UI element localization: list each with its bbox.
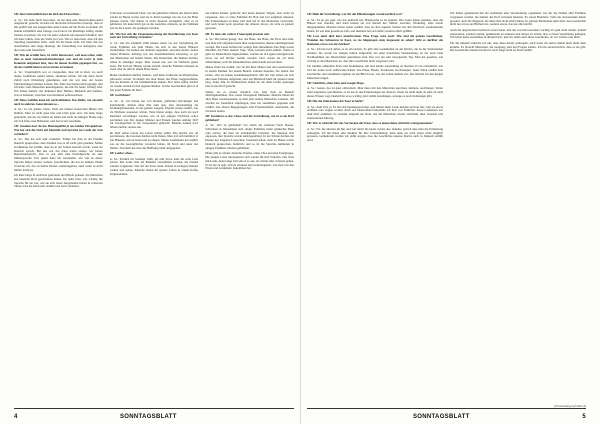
interview-answer: Ich sammle außerdem Fotos und Dokumente, um eine kleine Ausstellung zu machen. Es ist erstaunlich, wie viel die Leute noch aufbewahrt haben: alte Pässe, Briefe, Postkarten, Kochrezepte. Jedes Stück erzählt eine Geschichte, und zusammen ergeben sie ein Bild davon, wie das Leben damals war. Das möchte ich den jungen Menschen zeigen. <box>307 64 443 80</box>
footer-rule <box>14 408 294 409</box>
footer-title: SONNTAGSBLATT <box>413 414 470 420</box>
interview-answer: A. Sz.: Als das schlimm 1946 kamen schon vor der Vertreibung die ersten Familien aus dem Süden, die sich in den leeren Häusern niederließen. Sie kamen aus anderen Gegenden, sprachen anders, hatten andere Bräuche. Anfangs war das Zusammenleben schwierig, es gab viel Misstrauen auf beiden Seiten. Die Deutschen, die bleiben durften, lebten in ständiger Angst. Man wusste nie, wer als Nächstes gehen muss. Ein Teil der Häuser wurde verteilt, manche Familien mussten zu zweit oder zu dritt in einem Haus leben. <box>109 40 199 72</box>
interview-question: SB: Es muss ein wahres Trauerspiel gewesen sein. <box>205 31 270 36</box>
right-column-1 <box>307 12 443 394</box>
page-number: 4 <box>14 414 18 420</box>
interview-answer: A. Sz.: Ich bin noch dabei, es zu erforschen. Es gibt eine Gedenktafel an der Kirche, die an die Vertriebenen erinnert. Sie wurde vor einigen Jahren aufgestellt, bei einer feierlichen Veranstaltung, zu der auch viele Nachkommen aus Deutschland gekommen sind. Das war ein sehr bewegender Tag. Man hat gesehen, wie wichtig es den Menschen ist, dass ihre Geschichte nicht vergessen wird. <box>307 47 443 63</box>
interview-question: SB: Gesehen hast du das Heimatgefühl ja aus beiden Perspektiven. Wie hat sich die Sicht auf Identität und Sprache im Laufe der Zeit verändert? <box>14 124 103 136</box>
interview-answer: Auch die ungarischen Nachbarn waren dabei, und das war mir besonders wichtig. Es geht nicht darum, Schuld zuzuweisen, sondern darum, gemeinsam zu erinnern und daraus zu lernen. Nur so kann Versöhnung gelingen. Wir leben heute zusammen in diesem Dorf, und wir teilen auch diese Geschichte, ob wir wollen oder nicht. <box>450 27 586 40</box>
interview-answer: A. Sz.: Ja, ich glaube schon. Viele aus meiner Generation fühlen sich ähnlich. Man ist nicht ganz hier und nicht ganz dort. Ich habe lange gebraucht, um das als Stärke zu sehen und nicht als Mangel. Heute sage ich: Ich habe zwei Heimaten, und das ist ein Geschenk. <box>14 107 103 123</box>
interview-answer: Wir haben gemeinsam mit der Gemeinde eine Veranstaltung organisiert, bei der die Namen aller Familien vorgelesen wurden, die damals das Dorf verlassen mussten. Es waren Hunderte. Viele der Anwesenden haben geweint, auch die Jüngeren, die diese Zeit nicht erlebt haben. In solchen Momenten spürt man, dass Geschichte nicht nur etwas aus Büchern ist, sondern etwas, das uns alle betrifft. <box>450 12 586 27</box>
interview-answer: A. Sz.: Die haben gesagt, also das Haus, das Haus, die Tiere und alles, was man sich aufgebaut hatte über Generationen, musste zurückgelassen werden. Die Leute durften nur wenige Kilo mitnehmen. Die Züge waren überfüllt, die Fahrt dauerte Tage. Viele wussten nicht einmal, wohin es geht. In Deutschland angekommen, wurden sie in Lagern untergebracht, bevor sie auf Dörfer verteilt wurden. Dort waren sie oft nicht willkommen, weil die Einheimischen selbst kaum etwas hatten. <box>205 36 294 64</box>
interview-answer: Meine Tante hat erzählt, wie sie mit ihrer Mutter und den Geschwistern in einem Zimmer bei einem Bauern wohnen mussten. Sie hatten fast nichts, aber sie haben zusammengehalten. Mit der Zeit haben sie sich eine neue Existenz aufgebaut, aber das Heimweh blieb ihr ganzes Leben lang. Jedes Jahr zu Weihnachten haben sie die alten Lieder gesungen und an das Dorf gedacht. <box>205 65 294 89</box>
interview-answer: Später, als es wieder möglich war, sind viele zu Besuch zurückgekommen. Das waren bewegende Momente. Manche haben ihr altes Haus wiedergesehen, in dem jetzt andere Menschen wohnten. Oft wurden sie freundlich empfangen, man hat zusammen gegessen und erzählt. Aus diesen Begegnungen sind Freundschaften entstanden, die bis heute halten. <box>205 89 294 113</box>
left-columns <box>14 12 294 394</box>
interview-question: SB: Natürlich, ohne Alias und Google Maps. <box>307 80 365 85</box>
left-column-2 <box>110 12 199 394</box>
interview-answer: A. Sz.: Genau, das ist ganz altmodisch. Man muss mit den Menschen sprechen, zuhören, nachfragen. Vieles steht nirgendwo geschrieben, es ist nur in den Erinnerungen der Älteren. Wenn sie nicht mehr da sind, ist auch dieses Wissen weg. Deshalb ist es so wichtig, jetzt damit anzufangen, solange es noch Zeitzeugen gibt. <box>307 86 443 98</box>
interview-answer: A. Sz.: Ich habe mich beworben, da hat man eine Deutsch-Russ-kund ausgesucht, gesucht, da habe ich die Reise-Schwarzbrot besorgt, dass es mir gefällt und das Ausgeschrie-bene Leben auf die Probe zu stellen; ich bekam schließlich eine Zusage, noch bevor ich überhaupt anfing, meine Sachen zu packen. Da war ich dann vollends auf unserem Schulhof, und ich hatte Glück, dass die Stelle frei war. Wie es dazu kam, dass ich den Zuschlag bekommen habe, weiß ich bis heute nicht. Ich habe mir das Anschreiben sehr lange überlegt, die Vorstellung war aufregend, aber die Leute sehr freundlich. <box>14 17 103 52</box>
footer-title: SONNTAGSBLATT <box>120 414 177 420</box>
interview-answer: A. Sz.: Na, die ältesten im Rat und Gut leicht bis heute, bestes also beinahe, jedoch dass man die Erinnerung weitergibt. Ich bin ihnen sehr dankbar für ihre Unterstützung, denn ohne sie wäre vieles nicht möglich gewesen. Gemeinsam wollen wir dafür sorgen, dass die Geschichte unseres Dorfes auch in Zukunft erzählt wird. <box>307 126 443 143</box>
left-column-3 <box>205 12 294 394</box>
interview-answer: Für die Zukunft wünsche ich mir, dass diese Arbeit weitergeht, auch wenn ich selbst einmal nicht mehr dazu komme. Es braucht Menschen, die neugierig sind und Fragen stellen. Ich bin zuversichtlich, dass es sie gibt. Die Geschichte unseres Dorfes ist noch lange nicht zu Ende erzählt. <box>450 40 586 53</box>
interview-answer: Im Dorf selbst wurde das Leben immer stiller. Die Kirche war oft geschlossen, die Glocken durften nicht läuten. Man traf sich heimlich in den Häusern, um zu beten und zu singen. Meine Großmutter hat erzählt, wie sie die Gesangbücher versteckt haben, im Stroh und unter den Dielen. Trotzdem hat man die Hoffnung nicht aufgegeben. <box>109 130 199 150</box>
interview-answer: A. Sz.: Das hat sich sehr verändert. Früher hat man in der Familie Deutsch gesprochen, aber draußen war es oft nicht gern gesehen. Meine Großmutter hat erzählt, dass sie in der Schule bestraft wurde, wenn sie Deutsch sprach. Bei uns war das dann schon anders, wir hatten Deutschunterricht, aber es war eher eine Fremdsprache als eine Muttersprache. Erst später habe ich verstanden, wie viel an dieser Sprache hängt: Lieder, Gebete, Geschichten, die Art zu denken. Heute versuche ich, das an meine Kinder weiterzugeben, auch wenn es nicht immer leicht ist. <box>14 137 103 172</box>
interview-answer: Schwester von meinem Vater, wie die geheimen Treffen am Abend dann wieder zu Hause waren, und sie in Jubel-Gesänge wie sie von der Haus gelesen wurde. Wir haben es nicht dauernd nachgelebt, aber es ist geblieben. Ich kann mich gut an die Gesichter erinnern, an die Stimmen und an die Lieder, die gesungen wurden. <box>109 12 199 31</box>
interview-question: SB: Lass mich dich kurz unterbrechen. Eine Frage wäre noch: Wie sind die ganzen Geschichten, Wunden des Schmerzes in Kaer, wo sie hingezogen sind, insgesamt zu sehen? Gibt es darüber ein Denkmal, etwas wie ein Zeichen? <box>307 34 443 46</box>
interview-question: SB: Wer er nicht für für das Verstecken der Kaer, dass es denen deine Aktivität wahrgenommen? <box>307 121 433 126</box>
interview-answer: A. Sz.: Wer ist geblieben? Vor allem die Armeren Nach Donau-Schwaben in Jahrzehnten sich, einige Familien, meist gemischte Ehen oder solche, die man als Arbeitskräfte brauchte. Sie mussten sich anpassen, ihre Sprache wurde zurückgedrängt. In der Schule durften die Kinder nur Ungarisch sprechen. Trotzdem haben viele zu Hause weiter Deutsch gesprochen, heimlich, und so ist die Sprache zumindest in einigen Familien erhalten geblieben. <box>205 123 294 150</box>
page-number: 5 <box>582 414 586 420</box>
interview-answer: Meine Großeltern durften bleiben, weil mein Großvater als Handwerker gebraucht wurde. Trotzdem hat man ihnen das Haus weggenommen, und sie mussten in die Sommerküche ziehen. Erst Jahre später durften sie wieder zurück in ihre eigenen Räume. Solche Geschichten gibt es in fast jeder Familie im Dorf. <box>109 72 199 92</box>
interview-question: SB: Aber letztendlich hast du dich doch bewerben... <box>14 12 82 17</box>
interview-answer: A. Sz.: Ja, wir hörten nur von Russen, geflüchtet Kirchengut und Kinderheim, damals ohne Ziel zum Aus, aber Abschiebung der Wohnungsbauenden, in der ganzen Gegend. Überall wurde erzählt, was als Nächstes passieren würde. Viele hatten Angst, dass auch sie nach Russland verschleppt werden, wie es bei einigen Nachbarn schon geschehen war. Die jungen Männer und Frauen wurden Anfang 1945 zur Zwangsarbeit in die Sowjetunion gebracht. Manche kamen nach Jahren zurück, andere nie. <box>109 98 199 130</box>
interview-answer: A. Sz.: Es ist gar egal, wie das gemacht hat, Hauptsache es ist passiert. Die Leute haben gesehen, dass die Häuser leer standen, und dann kamen sie von überall her. Möbel, Geschirr, Werkzeug, alles wurde mitgenommen. Manche haben später erzählt, dass sie ihre eigenen Sachen bei den Nachbarn wiedererkannt haben. Es war eine gesetzlose Zeit, und niemand hat sich dafür verantwortlich gefühlt. <box>307 17 443 33</box>
interview-answer: A. Sz.: Zum Teil, ja. Es hat sich herumgesprochen, und immer mehr Leute melden sich bei mir, weil sie etwas erzählen oder zeigen wollen. Auch aus Deutschland bekomme ich Post von Familien, deren Großeltern aus dem Dorf stammen. So entsteht langsam ein Netz, das die Menschen wieder verbindet, über Grenzen und Generationen hinweg. <box>307 104 443 121</box>
interview-answer: Ich habe lange in Archiven gearbeitet und Briefe gelesen, die Menschen aus unserem Dorf geschrieben haben. Da spürt man, wie wichtig die Sprache für sie war, wie sie sich daran festgehalten haben in schweren Zeiten. Das hat mich sehr berührt und auch verändert. <box>14 173 103 189</box>
interview-question: SB: Hat die Information der Kaer erreicht? <box>307 99 364 104</box>
footer-rule <box>307 408 586 409</box>
interview-question: SB: Hielt die Vertreibung, war für die Plünderungen verantwortlich war? <box>307 12 403 17</box>
right-page <box>300 0 600 424</box>
right-columns <box>307 12 586 394</box>
interview-question: SB: Gerüchten? <box>109 93 131 98</box>
interview-question: SB: Wie du erzählt hast, ist nicht interessant, weil man schon weiß, dass es auch Gemeinschaftszeitungen war, und du warst ja viele Kenntnis aufgebaut hast, dass du immer dorthin gegangen bist, wo du das Gefühl hattest etwas lernen zu können. <box>14 53 103 69</box>
interview-answer: A. Sz.: Ursprünglich war es vorgesehen, dass ich in Kiel, wo auch meine Großeltern gelebt haben, studieren würde. Ich bin dann durch Zufall nach Oldenburg gekommen, und das war eine der besten Entscheidungen meines Lebens. Die Jahre dort haben mich geprägt, und ich habe viele Menschen kennengelernt, die mir bis heute wichtig sind. Wir haben damals viel diskutiert über Heimat, Herkunft und darüber, was es bedeutet, zwischen zwei Kulturen aufzuwachsen. <box>14 70 103 97</box>
interview-answer: A. Sz.: Erstmal im Sommer 1946, im Jahr davor kam die erste Liste heraus. Die Leute sind am Bahnhof versammelt worden, die Namen wurden vorgelesen. Wer auf der Liste stand, musste in wenigen Stunden packen und gehen. Manche haben ihr ganzes Leben in einem Koffer mitgenommen. <box>109 156 199 176</box>
continuation-note: (Fortsetzung auf Seite 6) <box>554 404 586 408</box>
right-column-2 <box>450 12 586 394</box>
interview-question: SB: Inwiefern so das Chaos und die Vertreibung, wie ist es im Dorf geblieben? <box>205 113 294 122</box>
interview-question: SB: Wie hat sich die Zusammensetzung der Bevölkerung von Kaer nach der Vertreibung verändert? <box>109 31 199 40</box>
interview-answer: Heute gibt es wieder deutsche Vereine, einen Chor und eine Tanzgruppe. Die jungen Leute interessieren sich wieder für ihre Wurzeln. Das freut mich sehr, denn lange Zeit sah es so aus, als würde alles verloren gehen. Es ist nie zu spät, sich zu erinnern und weiterzugeben, was man von den Eltern und Großeltern bekommen hat. <box>205 151 294 171</box>
interview-question: SB: Leider schon... <box>109 151 135 156</box>
interview-answer: die halben Kinder gebracht und einen kleinen Wagen, aber nicht zu vergessen, dass so viele Familien ihr Hab und Gut aufgeben mussten. Die Erinnerungen an diese Zeit sind tief in den Menschen verwurzelt, und auch heute noch sprechen die Älteren davon, als wäre es gestern gewesen. <box>205 12 294 31</box>
interview-question: SB: Diese Gefühle kann ich nachvollziehen. Das bleibt, wie aussieht auch in anderen Generationen so... <box>14 98 103 107</box>
left-column-1 <box>14 12 103 394</box>
